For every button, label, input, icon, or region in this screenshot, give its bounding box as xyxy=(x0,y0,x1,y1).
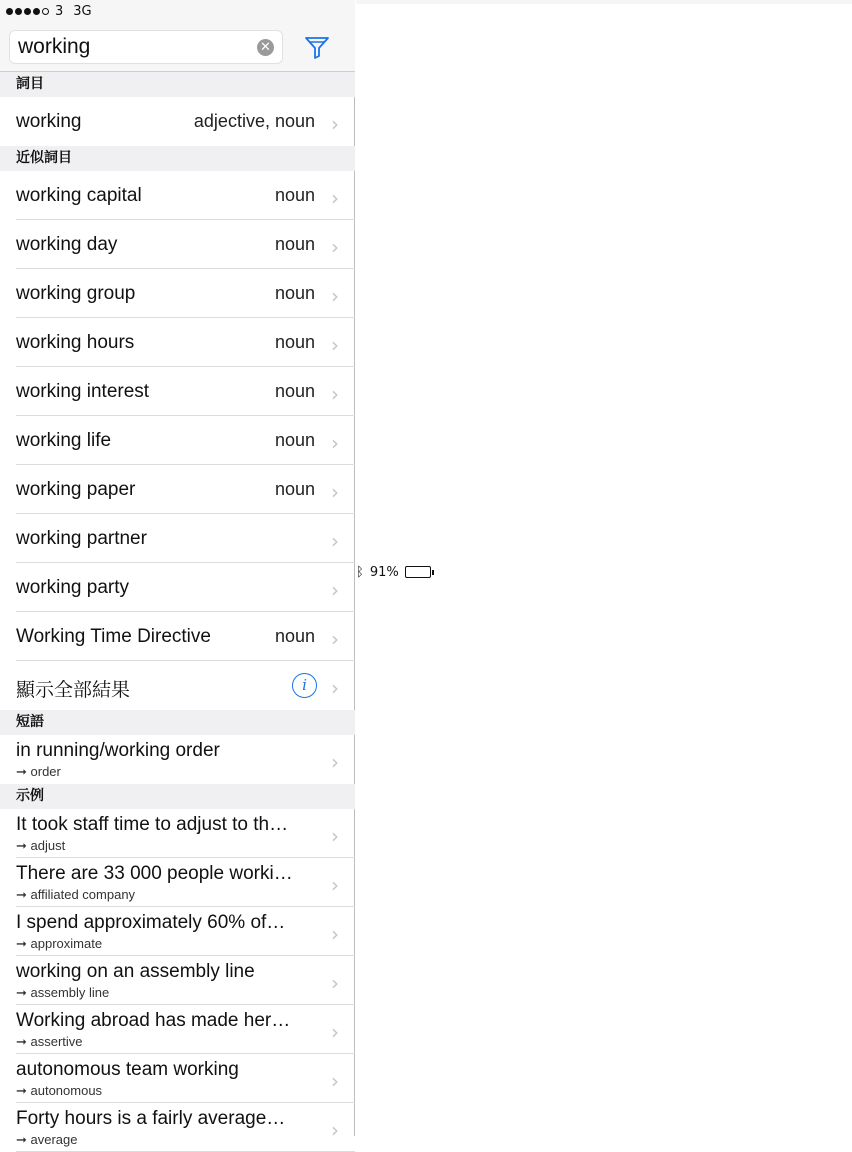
row-text: It took staff time to adjust to th… xyxy=(16,814,289,835)
row-pos: noun xyxy=(274,234,315,254)
row-word: working partner xyxy=(16,528,147,549)
carrier-name: 3 xyxy=(55,4,64,19)
row-reference: ➞ average xyxy=(16,1132,78,1147)
row-reference: ➞ autonomous xyxy=(16,1083,103,1098)
example-row[interactable] xyxy=(16,907,355,956)
chevron-right-icon: › xyxy=(331,922,339,946)
row-text: working on an assembly line xyxy=(16,961,255,982)
chevron-right-icon: › xyxy=(331,529,339,553)
similar-row[interactable] xyxy=(16,612,355,661)
row-pos: noun xyxy=(274,185,315,205)
section-header-headwords: 詞目 xyxy=(0,72,355,97)
chevron-right-icon: › xyxy=(331,431,339,455)
row-word: working group xyxy=(16,283,136,304)
row-word: working xyxy=(16,111,82,132)
clear-search-icon[interactable]: ✕ xyxy=(257,39,274,56)
headword-row[interactable] xyxy=(16,97,355,146)
similar-row[interactable] xyxy=(16,563,355,612)
chevron-right-icon: › xyxy=(331,578,339,602)
chevron-right-icon: › xyxy=(331,382,339,406)
row-reference: ➞ assertive xyxy=(16,1034,83,1049)
row-word: working party xyxy=(16,577,129,598)
row-text: I spend approximately 60% of… xyxy=(16,912,286,933)
row-pos: noun xyxy=(274,332,315,352)
example-row[interactable] xyxy=(16,858,355,907)
row-text: Working abroad has made her… xyxy=(16,1010,291,1031)
row-word: working paper xyxy=(16,479,136,500)
chevron-right-icon: › xyxy=(331,1118,339,1142)
results-list xyxy=(0,72,355,1152)
row-word: working capital xyxy=(16,185,142,206)
chevron-right-icon: › xyxy=(331,235,339,259)
similar-row[interactable] xyxy=(16,318,355,367)
similar-row[interactable] xyxy=(16,220,355,269)
chevron-right-icon: › xyxy=(331,971,339,995)
phrase-list xyxy=(0,735,355,784)
row-reference: ➞ approximate xyxy=(16,936,103,951)
filter-icon[interactable] xyxy=(303,33,331,61)
battery-percent: 91% xyxy=(369,564,399,580)
row-reference: ➞ affiliated company xyxy=(16,887,136,902)
similar-row[interactable] xyxy=(16,416,355,465)
chevron-right-icon: › xyxy=(331,112,339,136)
chevron-right-icon: › xyxy=(331,1020,339,1044)
show-all-row[interactable] xyxy=(16,661,355,710)
row-pos: noun xyxy=(274,283,315,303)
chevron-right-icon: › xyxy=(331,824,339,848)
show-all-label: 顯示全部結果 xyxy=(16,680,131,701)
network-type: 3G xyxy=(73,4,92,19)
phrase-row[interactable] xyxy=(16,735,355,784)
similar-row[interactable] xyxy=(16,269,355,318)
example-row[interactable] xyxy=(16,1103,355,1152)
chevron-right-icon: › xyxy=(331,333,339,357)
section-header-similar: 近似詞目 xyxy=(0,146,355,171)
example-row[interactable] xyxy=(16,1054,355,1103)
row-word: working interest xyxy=(16,381,150,402)
row-text: There are 33 000 people worki… xyxy=(16,863,293,884)
chevron-right-icon: › xyxy=(331,1069,339,1093)
row-text: autonomous team working xyxy=(16,1059,239,1080)
example-row[interactable] xyxy=(16,809,355,858)
similar-row[interactable] xyxy=(16,367,355,416)
row-word: working day xyxy=(16,234,118,255)
row-text: in running/working order xyxy=(16,740,220,761)
search-box[interactable] xyxy=(9,30,283,64)
search-input[interactable] xyxy=(10,31,250,63)
status-right xyxy=(356,4,852,1140)
row-pos: noun xyxy=(274,626,315,646)
row-text: Forty hours is a fairly average… xyxy=(16,1108,286,1129)
battery-icon xyxy=(405,566,431,578)
similar-row[interactable] xyxy=(16,465,355,514)
row-pos: noun xyxy=(274,381,315,401)
row-word: Working Time Directive xyxy=(16,626,211,647)
chevron-right-icon: › xyxy=(331,750,339,774)
chevron-right-icon: › xyxy=(331,873,339,897)
chevron-right-icon: › xyxy=(331,284,339,308)
similar-row[interactable] xyxy=(16,514,355,563)
row-word: working life xyxy=(16,430,112,451)
info-icon[interactable]: i xyxy=(292,673,317,698)
similar-row[interactable] xyxy=(16,171,355,220)
example-list xyxy=(0,809,355,1152)
chevron-right-icon: › xyxy=(331,480,339,504)
row-pos: adjective, noun xyxy=(193,111,315,131)
results-pane xyxy=(0,0,355,1147)
chevron-right-icon: › xyxy=(331,676,339,700)
row-pos: noun xyxy=(274,430,315,450)
chevron-right-icon: › xyxy=(331,627,339,651)
section-header-examples: 示例 xyxy=(0,784,355,809)
section-header-phrases: 短語 xyxy=(0,710,355,735)
similar-list xyxy=(0,171,355,661)
row-reference: ➞ adjust xyxy=(16,838,66,853)
row-pos: noun xyxy=(274,479,315,499)
bluetooth-icon: ᛒ xyxy=(356,564,364,580)
example-row[interactable] xyxy=(16,956,355,1005)
chevron-right-icon: › xyxy=(331,186,339,210)
row-reference: ➞ assembly line xyxy=(16,985,110,1000)
example-row[interactable] xyxy=(16,1005,355,1054)
row-reference: ➞ order xyxy=(16,764,61,779)
row-word: working hours xyxy=(16,332,135,353)
